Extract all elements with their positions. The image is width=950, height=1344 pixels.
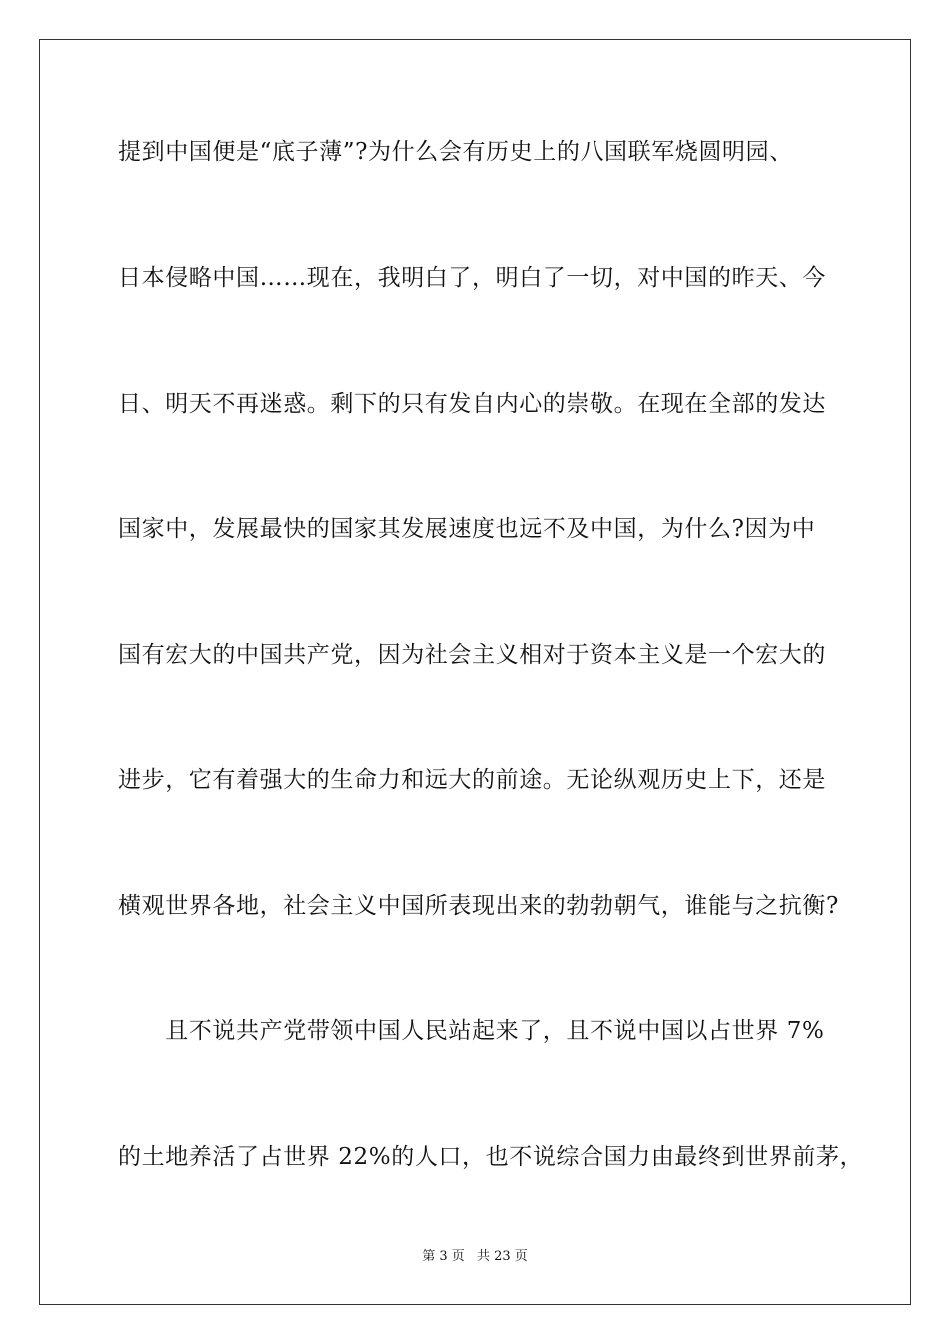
page-number-total: 共 23 页 — [476, 1249, 528, 1264]
paragraph-line-4: 国家中，发展最快的国家其发展速度也远不及中国，为什么?因为中 — [118, 516, 816, 542]
paragraph-line-6: 进步，它有着强大的生命力和远大的前途。无论纵观历史上下，还是 — [118, 767, 826, 793]
paragraph-line-7: 横观世界各地，社会主义中国所表现出来的勃勃朝气，谁能与之抗衡? — [118, 893, 839, 919]
paragraph-line-5: 国有宏大的中国共产党，因为社会主义相对于资本主义是一个宏大的 — [118, 642, 826, 668]
paragraph-line-3: 日、明天不再迷惑。剩下的只有发自内心的崇敬。在现在全部的发达 — [118, 391, 826, 417]
paragraph-line-8: 且不说共产党带领中国人民站起来了，且不说中国以占世界 7% — [118, 1018, 825, 1044]
paragraph-line-2: 日本侵略中国……现在，我明白了，明白了一切，对中国的昨天、今 — [118, 265, 826, 291]
page-number-current: 第 3 页 — [422, 1249, 465, 1264]
page-footer — [0, 1248, 950, 1266]
paragraph-line-9: 的土地养活了占世界 22%的人口，也不说综合国力由最终到世界前茅， — [118, 1144, 864, 1170]
paragraph-line-1: 提到中国便是“底子薄”?为什么会有历史上的八国联军烧圆明园、 — [118, 139, 793, 165]
page-frame — [39, 39, 911, 1305]
